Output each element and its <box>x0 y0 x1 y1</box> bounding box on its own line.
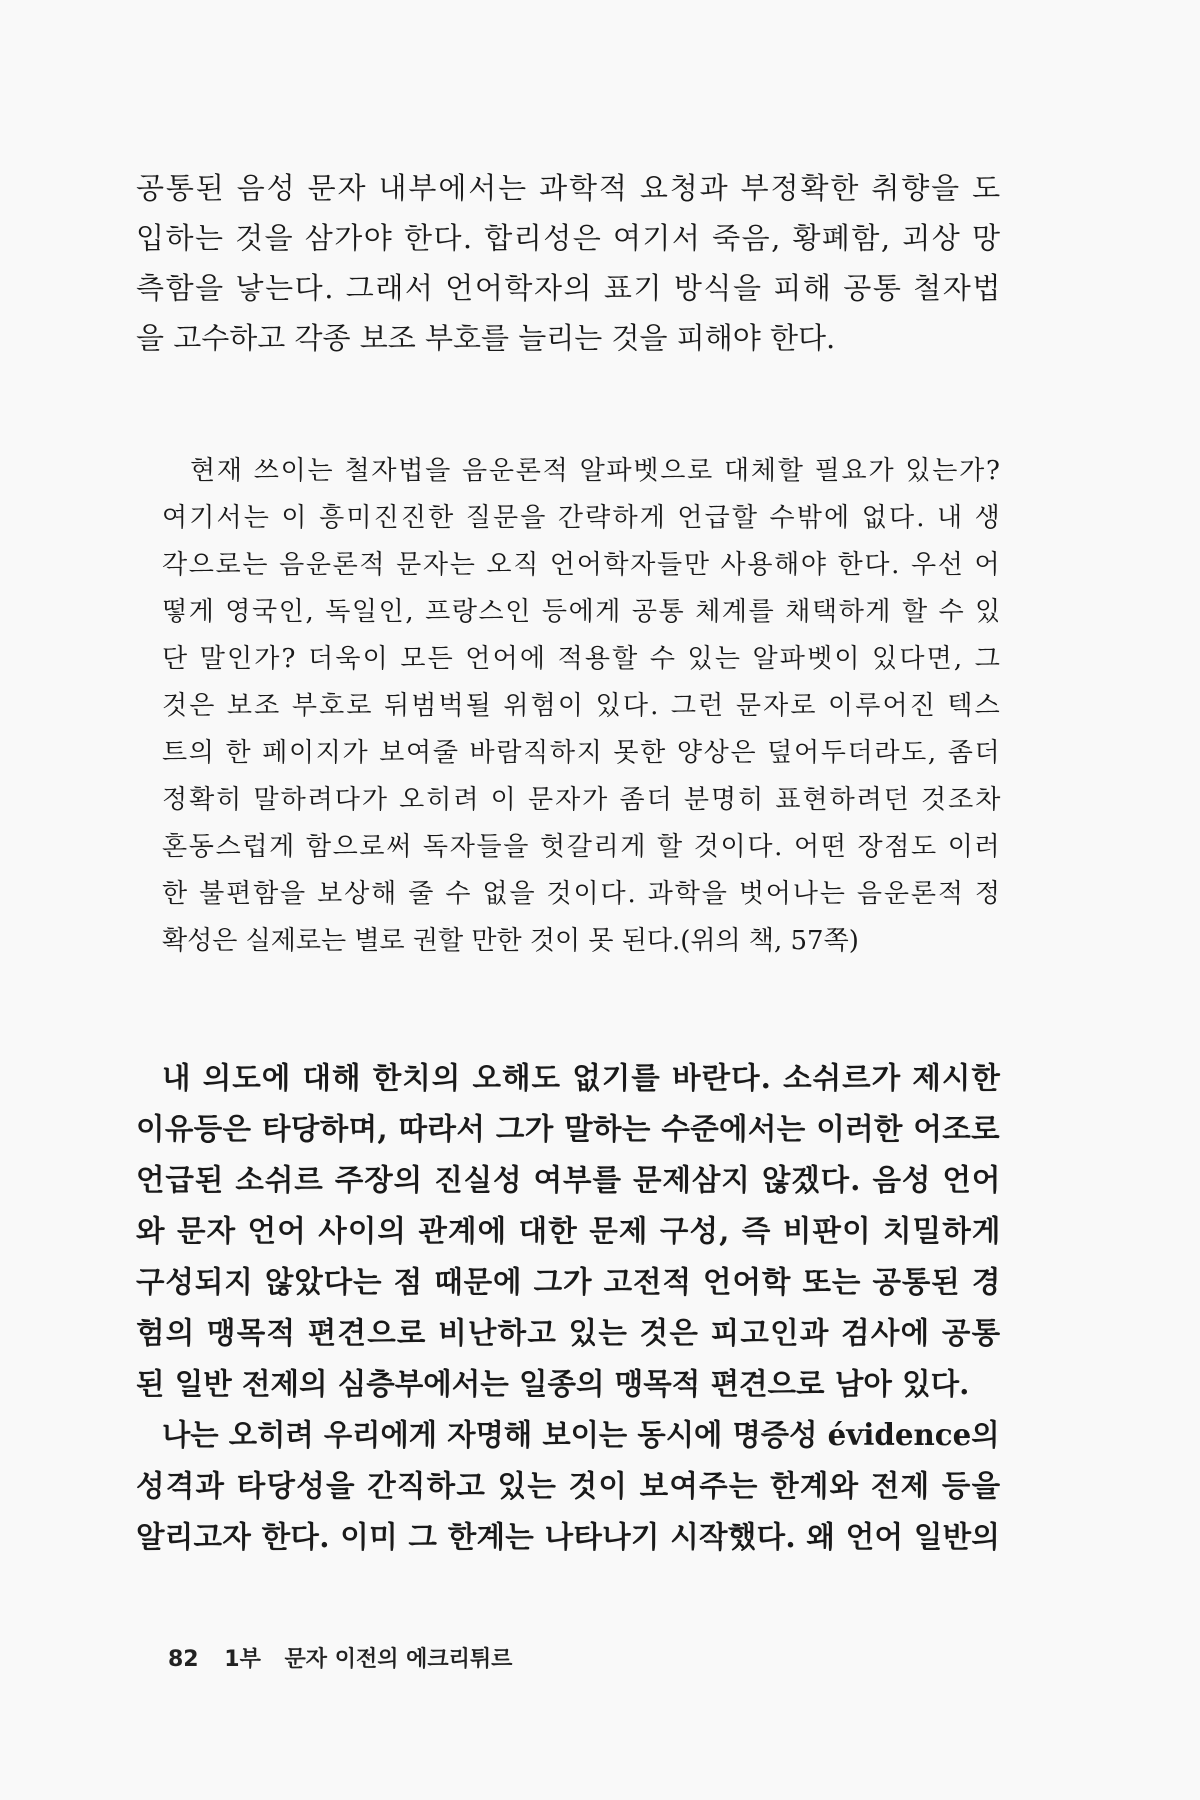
quote-line: 것은 보조 부호로 뒤범벅될 위험이 있다. 그런 문자로 이루어진 텍스 <box>162 691 1002 721</box>
quote-line: 혼동스럽게 함으로써 독자들을 헛갈리게 할 것이다. 어떤 장점도 이러 <box>162 832 1002 862</box>
quote-line: 한 불편함을 보상해 줄 수 없을 것이다. 과학을 벗어나는 음운론적 정 <box>162 879 1002 909</box>
paragraph-line: 이유등은 타당하며, 따라서 그가 말하는 수준에서는 이러한 어조로 <box>136 1111 1000 1146</box>
paragraph-line: 언급된 소쉬르 주장의 진실성 여부를 문제삼지 않겠다. 음성 언어 <box>136 1162 1002 1197</box>
paragraph-line: 나는 오히려 우리에게 자명해 보이는 동시에 명증성 évidence의 <box>162 1417 1000 1452</box>
quote-line: 트의 한 페이지가 보여줄 바람직하지 못한 양상은 덮어두더라도, 좀더 <box>162 738 1002 768</box>
quote-line: 현재 쓰이는 철자법을 음운론적 알파벳으로 대체할 필요가 있는가? <box>190 456 1002 486</box>
quote-line: 각으로는 음운론적 문자는 오직 언어학자들만 사용해야 한다. 우선 어 <box>162 550 1002 580</box>
paragraph-line: 입하는 것을 삼가야 한다. 합리성은 여기서 죽음, 황폐함, 괴상 망 <box>136 221 1002 255</box>
quote-line: 떻게 영국인, 독일인, 프랑스인 등에게 공통 체계를 채택하게 할 수 있 <box>162 597 1002 627</box>
quote-line: 여기서는 이 흥미진진한 질문을 간략하게 언급할 수밖에 없다. 내 생 <box>162 503 1002 533</box>
paragraph-line: 공통된 음성 문자 내부에서는 과학적 요청과 부정확한 취향을 도 <box>136 171 1002 205</box>
part-label: 1부 <box>224 1647 261 1672</box>
quote-line: 정확히 말하려다가 오히려 이 문자가 좀더 분명히 표현하려던 것조차 <box>162 785 1003 815</box>
paragraph-line: 구성되지 않았다는 점 때문에 그가 고전적 언어학 또는 공통된 경 <box>136 1264 1002 1299</box>
paragraph-line: 내 의도에 대해 한치의 오해도 없기를 바란다. 소쉬르가 제시한 <box>162 1060 1001 1095</box>
paragraph-line: 와 문자 언어 사이의 관계에 대한 문제 구성, 즉 비판이 치밀하게 <box>136 1213 1002 1248</box>
page-footer <box>168 1642 512 1673</box>
quote-line: 단 말인가? 더욱이 모든 언어에 적용할 수 있는 알파벳이 있다면, 그 <box>162 644 1003 674</box>
paragraph-line: 성격과 타당성을 간직하고 있는 것이 보여주는 한계와 전제 등을 <box>136 1468 1002 1503</box>
section-title: 문자 이전의 에크리튀르 <box>284 1647 513 1672</box>
paragraph-line: 측함을 낳는다. 그래서 언어학자의 표기 방식을 피해 공통 철자법 <box>136 271 1002 305</box>
paragraph-line: 된 일반 전제의 심층부에서는 일종의 맹목적 편견으로 남아 있다. <box>136 1366 970 1401</box>
paragraph-line: 험의 맹목적 편견으로 비난하고 있는 것은 피고인과 검사에 공통 <box>136 1315 1002 1350</box>
paragraph-line: 을 고수하고 각종 보조 부호를 늘리는 것을 피해야 한다. <box>136 321 836 355</box>
page-number: 82 <box>168 1647 199 1672</box>
quote-line: 확성은 실제로는 별로 권할 만한 것이 못 된다.(위의 책, 57쪽) <box>162 926 859 956</box>
paragraph-line: 알리고자 한다. 이미 그 한계는 나타나기 시작했다. 왜 언어 일반의 <box>136 1519 1001 1554</box>
